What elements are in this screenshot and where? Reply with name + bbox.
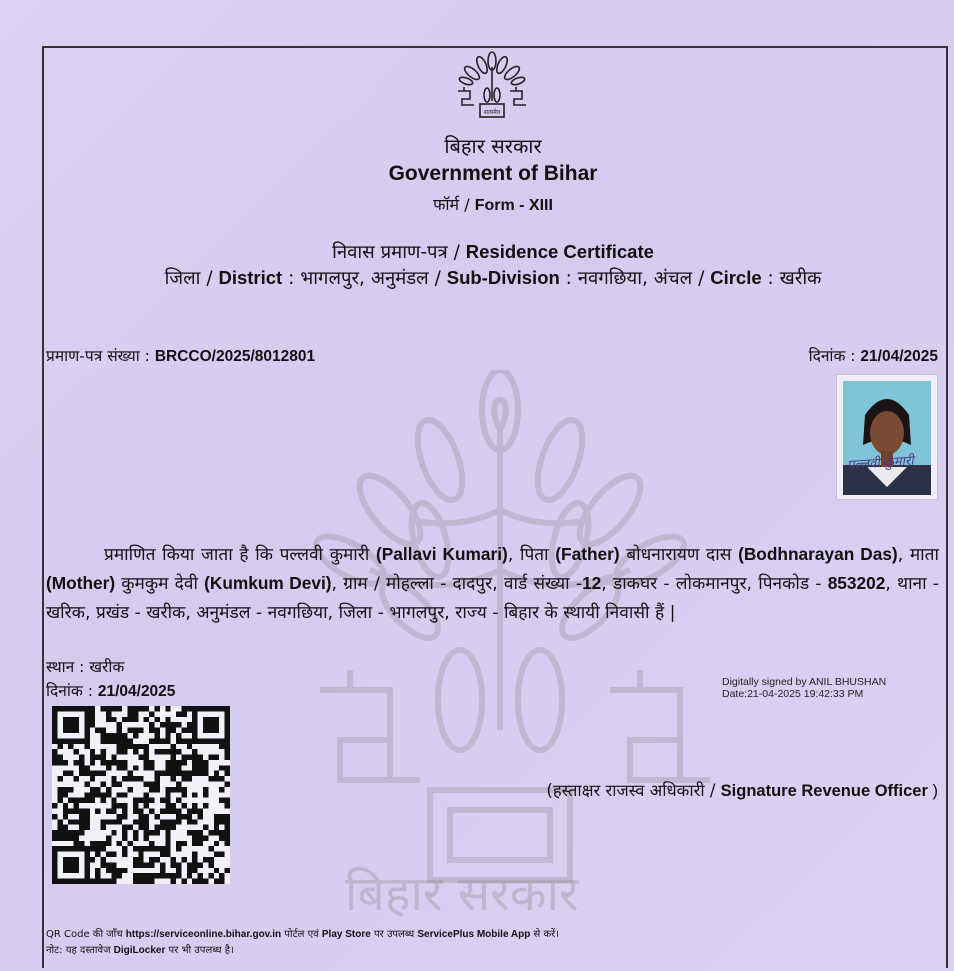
- certificate-number: [46, 344, 315, 366]
- mother-label: (Mother): [46, 573, 116, 593]
- district-label-en: District: [218, 267, 283, 288]
- place-value: खरीक: [89, 658, 125, 676]
- bihar-emblem-watermark: [290, 370, 710, 930]
- father-label: (Father): [555, 544, 620, 564]
- footer-note-a: नोट: यह दस्तावेज: [46, 945, 114, 956]
- father-name-en: (Bodhnarayan Das): [738, 544, 898, 564]
- applicant-photo-image: [837, 375, 937, 499]
- issue-date: [809, 344, 938, 366]
- jurisdiction-line: [42, 265, 944, 290]
- bihar-emblem-icon: [452, 48, 532, 120]
- certificate-type-hindi: निवास प्रमाण-पत्र /: [332, 242, 466, 263]
- footer-app-name: ServicePlus Mobile App: [417, 929, 531, 940]
- form-label: फॉर्म /: [433, 195, 475, 214]
- qr-code[interactable]: [52, 706, 230, 884]
- footer-line-2: [46, 942, 234, 956]
- body-text-1: प्रमाणित किया जाता है कि पल्लवी कुमारी: [104, 545, 377, 565]
- footer-digilocker: DigiLocker: [113, 945, 166, 956]
- issue-date-value: 21/04/2025: [860, 348, 938, 365]
- svg-text:सत्यमेव: सत्यमेव: [483, 109, 501, 116]
- body-text-4: , माता: [897, 545, 939, 565]
- signature-label-hi: (हस्ताक्षर राजस्व अधिकारी /: [546, 781, 721, 800]
- place: [46, 655, 124, 677]
- body-text-7: , डाकघर - लोकमानपुर, पिनकोड -: [601, 574, 828, 594]
- form-value: Form - XIII: [474, 197, 553, 214]
- signature-label-en: Signature Revenue Officer: [720, 782, 928, 800]
- place-date-value: 21/04/2025: [97, 683, 176, 700]
- footer-playstore: Play Store: [321, 929, 371, 940]
- footer-text-d: पर उपलब्ध: [370, 929, 418, 940]
- footer-url[interactable]: https://serviceonline.bihar.gov.in: [125, 929, 282, 940]
- circle-value: : खरीक: [761, 268, 822, 289]
- body-text-3: बोधनारायण दास: [619, 545, 739, 565]
- signature-label-close: ): [927, 782, 938, 800]
- watermark-text: बिहार सरकार: [345, 866, 579, 922]
- place-label: स्थान :: [46, 658, 90, 676]
- body-text-5: कुमकुम देवी: [115, 574, 205, 594]
- district-label-hi: जिला /: [164, 268, 219, 289]
- footer-note-c: पर भी उपलब्ध है।: [165, 945, 234, 956]
- district-value: : भागलपुर, अनुमंडल /: [282, 268, 447, 289]
- place-date: [46, 679, 175, 701]
- mother-name-en: (Kumkum Devi): [204, 573, 332, 593]
- subdivision-value: : नवगछिया, अंचल /: [559, 268, 711, 289]
- subdivision-label-en: Sub-Division: [446, 267, 560, 288]
- body-text-6: , ग्राम / मोहल्ला - दादपुर, वार्ड संख्या -: [331, 574, 583, 594]
- applicant-photo: [836, 374, 938, 500]
- body-text-2: , पिता: [507, 545, 556, 565]
- footer-line-1: [46, 926, 559, 940]
- title-english: Government of Bihar: [388, 162, 598, 185]
- certificate-number-value: BRCCO/2025/8012801: [154, 348, 316, 365]
- certificate-type-english: Residence Certificate: [465, 241, 654, 262]
- applicant-name-en: (Pallavi Kumari): [376, 544, 508, 564]
- signature-label: [546, 778, 938, 801]
- place-date-label: दिनांक :: [46, 682, 98, 700]
- certificate-type: [42, 239, 944, 264]
- circle-label-en: Circle: [710, 267, 762, 288]
- title-hindi: बिहार सरकार: [444, 134, 542, 158]
- certificate-number-label: प्रमाण-पत्र संख्या :: [46, 347, 155, 365]
- body-text-8: , थाना - खरिक, प्रखंड - खरीक, अनुमंडल - नवगछिया, जिला - भागलपुर, राज्य - बिहार के स्थायी निवासी हैं |: [46, 574, 940, 623]
- footer-text-b: पोर्टल एवं: [281, 929, 322, 940]
- photo-handwritten-signature: पल्लवी कुमारी: [846, 453, 915, 474]
- footer-text-f: से करें।: [530, 929, 560, 940]
- pincode: 853202: [827, 573, 886, 593]
- issue-date-label: दिनांक :: [808, 347, 861, 365]
- footer-text-a: QR Code की जाँच: [46, 929, 126, 940]
- ward-number: 12: [582, 573, 602, 593]
- digital-signature-name: Digitally signed by ANIL BHUSHAN: [722, 676, 887, 688]
- digital-signature-date: Date:21-04-2025 19:42:33 PM: [722, 688, 864, 700]
- certificate-body: [46, 540, 939, 627]
- form-number: [42, 193, 944, 215]
- digital-signature: [722, 676, 886, 700]
